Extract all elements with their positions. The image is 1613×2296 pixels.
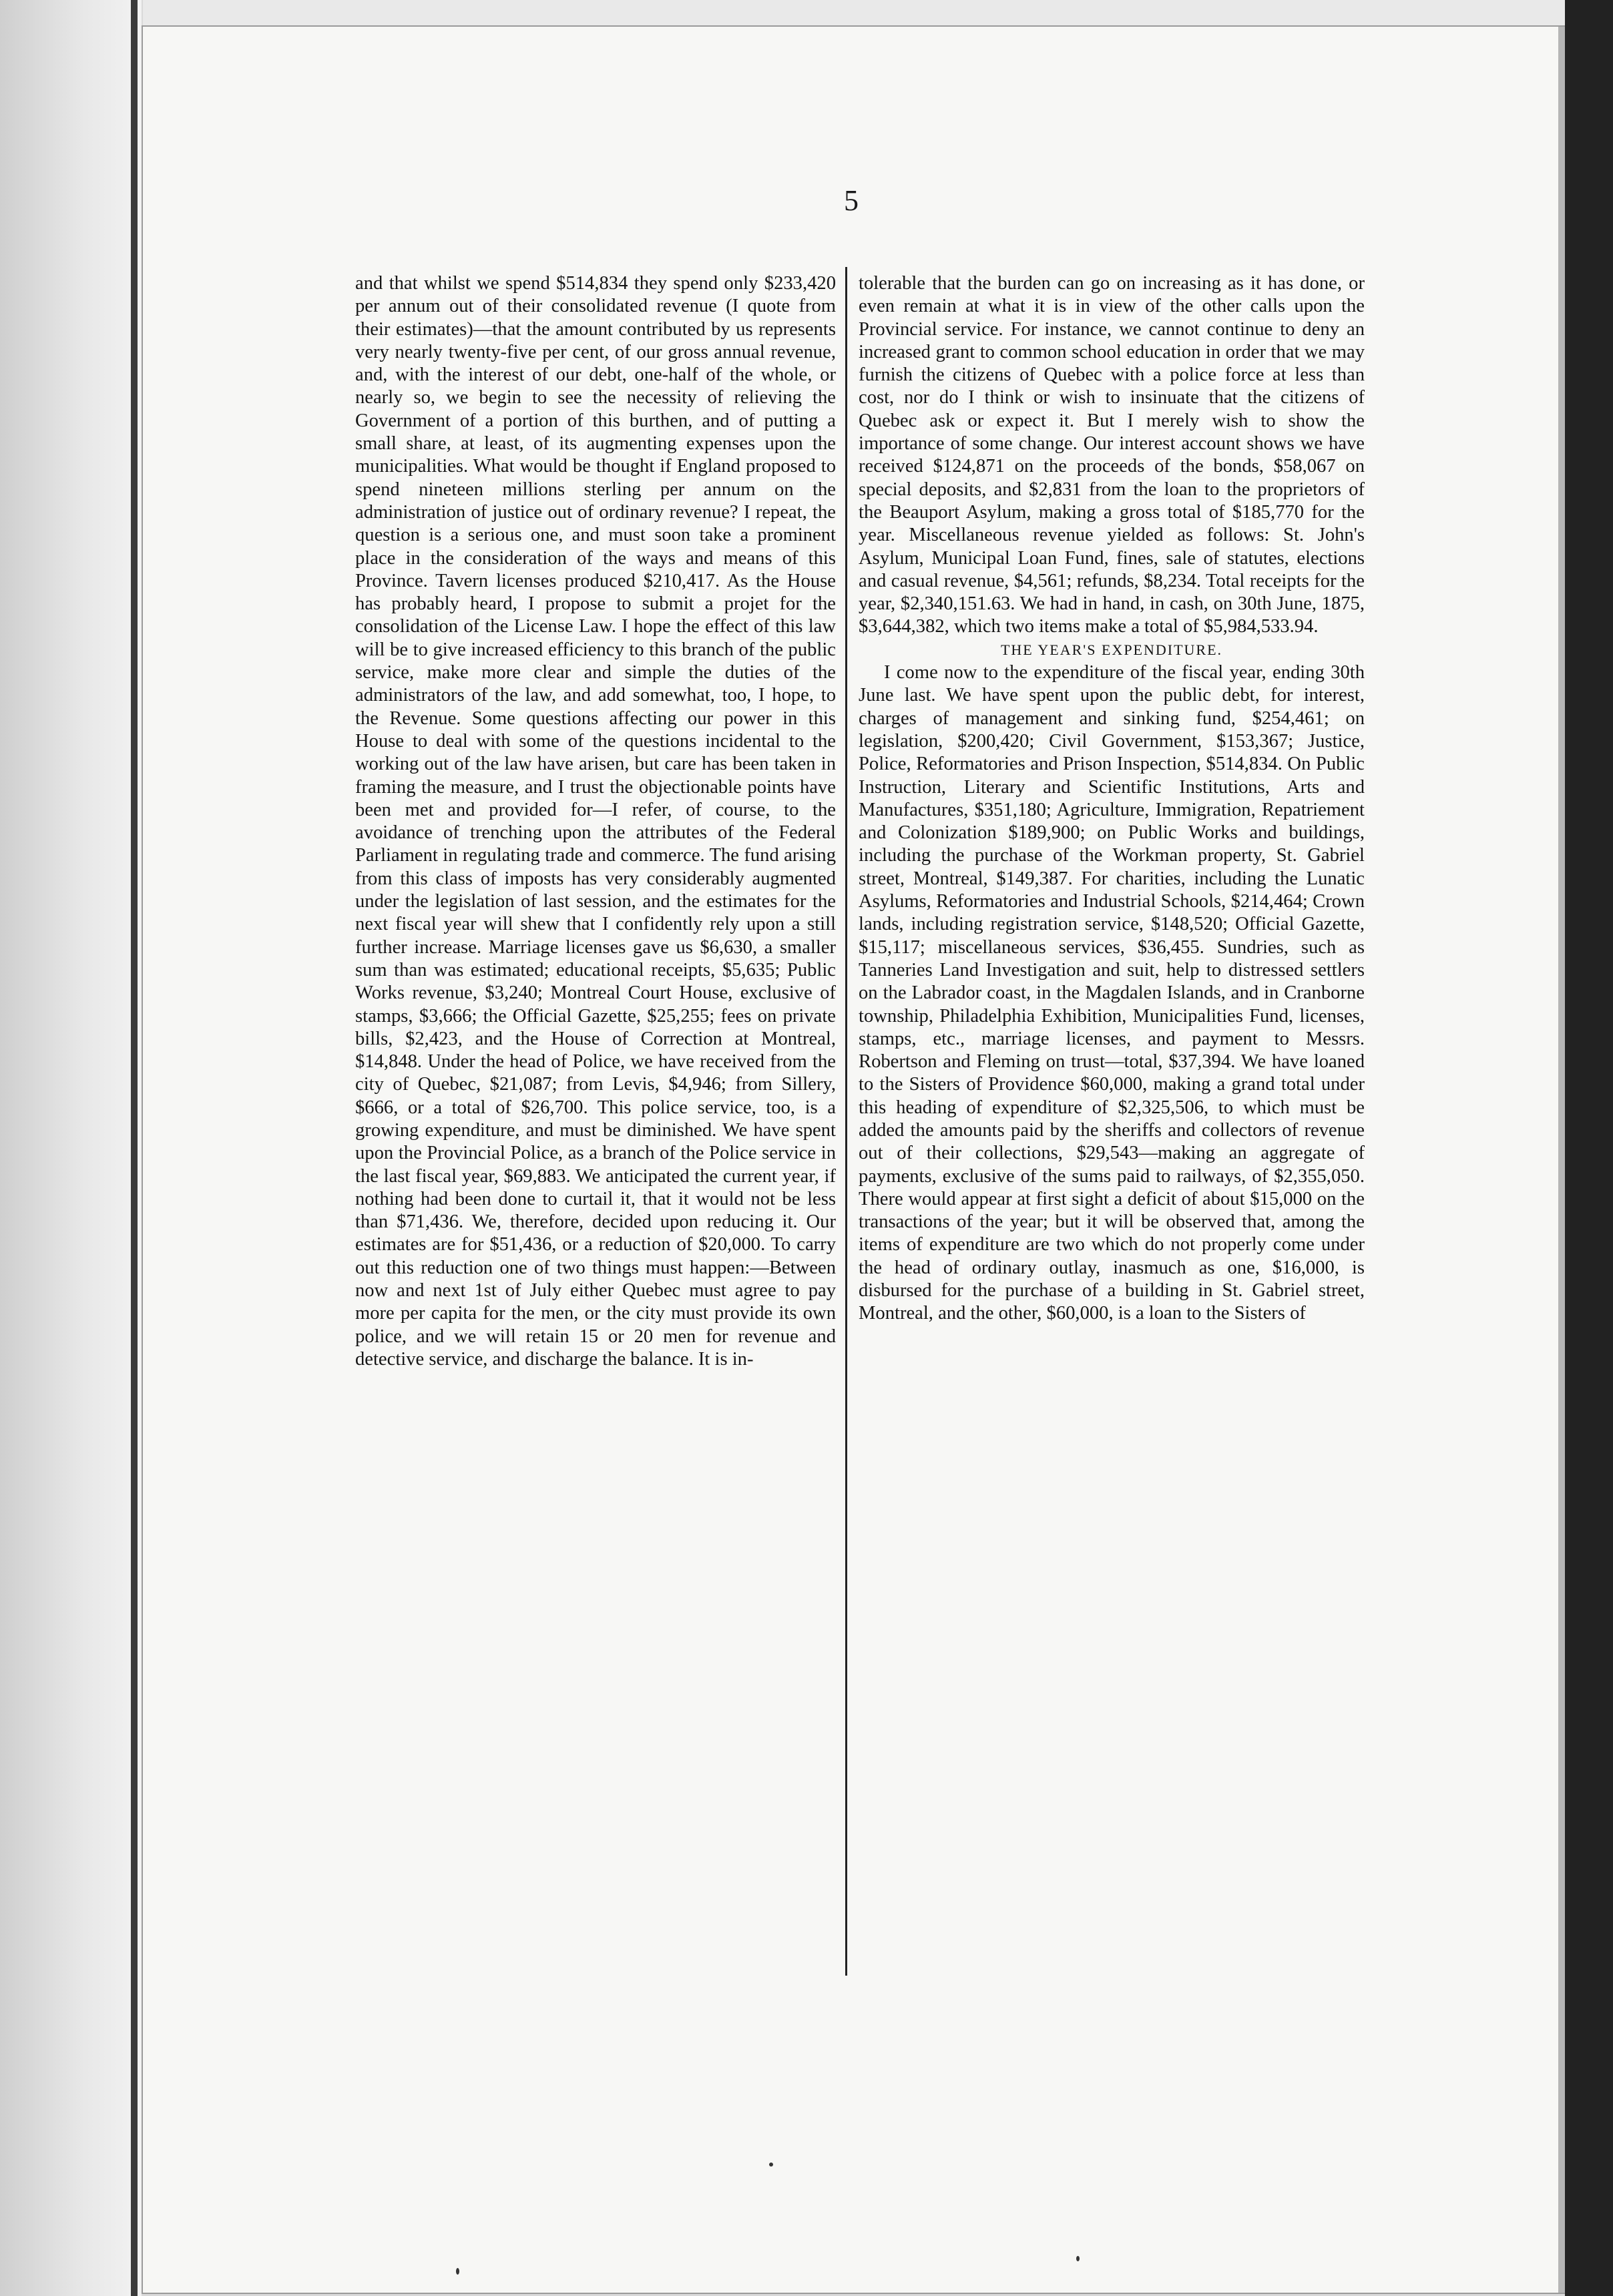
- page-edge-shadow: [1558, 27, 1565, 2293]
- scan-speck: [769, 2163, 773, 2167]
- scan-speck: [456, 2268, 459, 2275]
- left-column-paragraph: and that whilst we spend $514,834 they spend only $233,420 per annum out of their consolidated revenue (I quote from their estimates)—that the amount contributed by us represents very nearly twenty-five per cent, of our gross annual revenue, and, with the interest of our debt, one-half of the whole, or nearly so, we begin to see the necessity of relieving the Government of a portion of this burthen, and of putting a small share, at least, of its augmenting expenses upon the municipalities. What would be thought if England proposed to spend nineteen millions sterling per annum on the administration of justice out of ordinary revenue? I repeat, the question is a serious one, and must soon take a prominent place in the consideration of the ways and means of this Province. Tavern licenses produced $210,417. As the House has probably heard, I propose to submit a projet for the consolidation of the License Law. I hope the effect of this law will be to give increased efficiency to this branch of the public service, make more clear and simple the duties of the administrators of the law, and add somewhat, too, I hope, to the Revenue. Some questions affecting our power in this House to deal with some of the questions incidental to the working out of the law have arisen, but care has been taken in framing the measure, and I trust the objectionable points have been met and provided for—I refer, of course, to the avoidance of trenching upon the attributes of the Federal Parliament in regulating trade and commerce. The fund arising from this class of imposts has very considerably augmented under the legislation of last session, and the estimates for the next fiscal year will shew that I confidently rely upon a still further increase. Marriage licenses gave us $6,630, a smaller sum than was estimated; educational receipts, $5,635; Public Works revenue, $3,240; Montreal Court House, exclusive of stamps, $3,666; the Official Gazette, $25,255; fees on private bills, $2,423, and the House of Correction at Montreal, $14,848. Under the head of Police, we have received from the city of Quebec, $21,087; from Levis, $4,946; from Sillery, $666, or a total of $26,700. This police service, too, is a growing expenditure, and must be diminished. We have spent upon the Provincial Police, as a branch of the Police service in the last fiscal year, $69,883. We anticipated the current year, if nothing had been done to curtail it, that it would not be less than $71,436. We, therefore, decided upon reducing it. Our estimates are for $51,436, or a reduction of $20,000. To carry out this reduction one of two things must happen:—Between now and next 1st of July either Quebec must agree to pay more per capita for the men, or the city must provide its own police, and we will retain 15 or 20 men for revenue and detective service, and discharge the balance. It is in-: [355, 273, 836, 1370]
- column-divider: [845, 267, 847, 1976]
- scan-margin-left: [0, 0, 142, 2296]
- right-column: [859, 272, 1365, 1326]
- scan-margin-right: [1565, 0, 1613, 2296]
- right-column-paragraph-1: tolerable that the burden can go on increasing as it has done, or even remain at what it is in view of the other calls upon the Provincial service. For instance, we cannot continue to deny an increased grant to common school education in order that we may furnish the citizens of Quebec with a police force at less than cost, nor do I think or wish to insinuate that the citizens of Quebec ask or expect it. But I merely wish to show the importance of some change. Our interest account shows we have received $124,871 on the proceeds of the bonds, $58,067 on special deposits, and $2,831 from the loan to the proprietors of the Beauport Asylum, making a gross total of $185,770 for the year. Miscellaneous revenue yielded as follows: St. John's Asylum, Municipal Loan Fund, fines, sale of statutes, elections and casual revenue, $4,561; refunds, $8,234. Total receipts for the year, $2,340,151.63. We had in hand, in cash, on 30th June, 1875, $3,644,382, which two items make a total of $5,984,533.94.: [859, 273, 1365, 637]
- scan-speck: [1076, 2256, 1080, 2261]
- right-column-paragraph-2: I come now to the expenditure of the fiscal year, ending 30th June last. We have spent upon the public debt, for interest, charges of management and sinking fund, $254,461; on legislation, $200,420; Civil Government, $153,367; Justice, Police, Reformatories and Prison Inspection, $514,834. On Public Instruction, Literary and Scientific Institutions, Arts and Manufactures, $351,180; Agriculture, Immigration, Repatriement and Colonization $189,900; on Public Works and buildings, including the purchase of the Workman property, St. Gabriel street, Montreal, $149,387. For charities, including the Lunatic Asylums, Reformatories and Industrial Schools, $214,464; Crown lands, including registration service, $148,520; Official Gazette, $15,117; miscellaneous services, $36,455. Sundries, such as Tanneries Land Investigation and suit, help to distressed settlers on the Labrador coast, in the Magdalen Islands, and in Cranborne township, Philadelphia Exhibition, Municipalities Fund, licenses, stamps, etc., marriage licenses, and payment to Messrs. Robertson and Fleming on trust—total, $37,394. We have loaned to the Sisters of Providence $60,000, making a grand total under this heading of expenditure of $2,325,506, to which must be added the amounts paid by the sheriffs and collectors of revenue out of their collections, $29,543—making an aggregate of payments, exclusive of the sums paid to railways, of $2,355,050. There would appear at first sight a deficit of about $15,000 on the transactions of the year; but it will be observed that, among the items of expenditure are two which do not properly come under the head of ordinary outlay, inasmuch as one, $16,000, is disbursed for the purchase of a building in St. Gabriel street, Montreal, and the other, $60,000, is a loan to the Sisters of: [859, 662, 1365, 1324]
- section-heading: THE YEAR'S EXPENDITURE.: [1000, 641, 1223, 658]
- scan-margin-top: [143, 0, 1613, 27]
- page-number: 5: [844, 184, 859, 217]
- page-binding-edge: [131, 0, 138, 2296]
- left-column: [355, 272, 836, 1371]
